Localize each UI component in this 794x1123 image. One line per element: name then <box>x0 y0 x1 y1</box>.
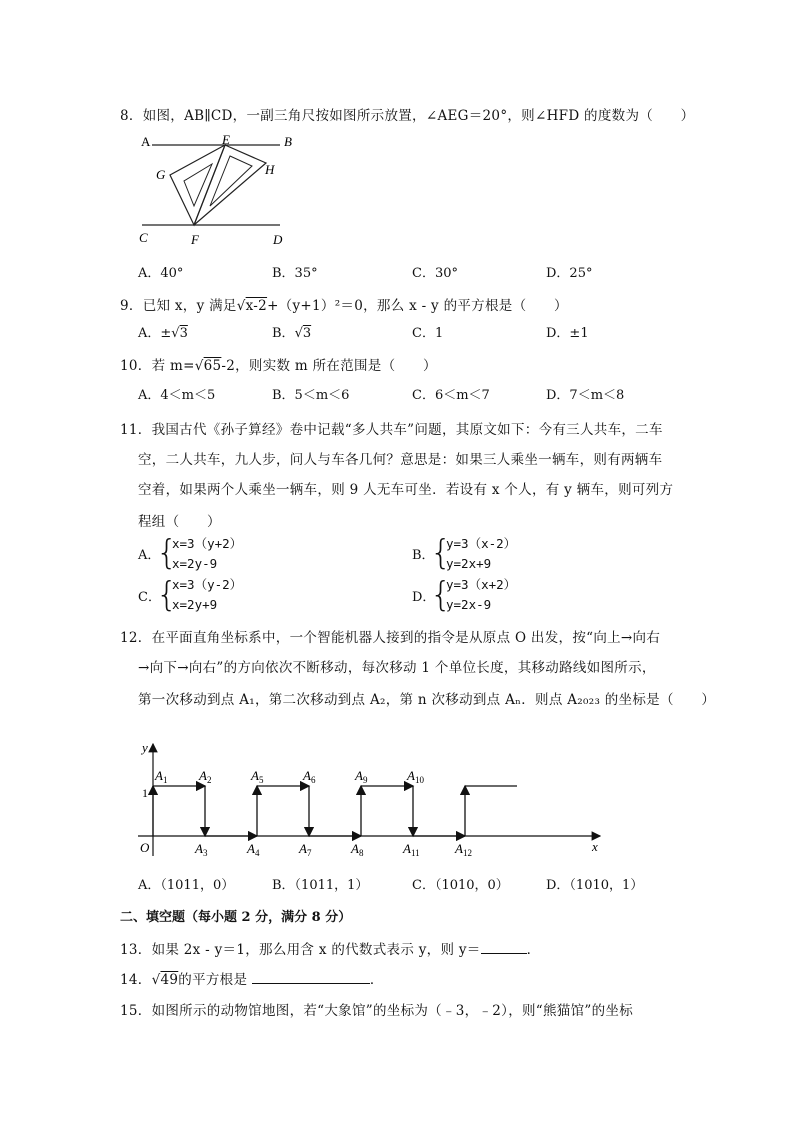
point-label-sub: 12 <box>462 848 472 858</box>
q8-option-a: A．40° <box>138 266 184 281</box>
label-c: C <box>139 230 148 245</box>
origin-label: O <box>140 840 150 855</box>
q11-option-a-label: A． <box>138 548 161 563</box>
point-label-a9: $A_9$ <box>355 768 368 785</box>
q9-opt-b-rad: 3 <box>302 326 312 341</box>
point-label-a1: $A_1$ <box>155 768 168 785</box>
q9-stem <box>120 294 568 314</box>
q15: 15．如图所示的动物馆地图，若“大象馆”的坐标为（﹣3，﹣2），则“熊猫馆”的坐标 <box>120 1003 634 1019</box>
q8-option-d: D．25° <box>546 266 593 281</box>
point-label-a8: $A_8$ <box>351 841 364 858</box>
q10-option-d: D．7＜m＜8 <box>546 388 625 403</box>
q11-option-d-label: D． <box>412 590 436 605</box>
sqrt-icon: √ <box>194 358 204 374</box>
q12-option-d: D．（1010，1） <box>546 878 644 893</box>
point-labels <box>154 768 472 858</box>
q11-c-eq2: x=2y+9 <box>172 597 218 612</box>
point-label-sub: 7 <box>306 848 312 858</box>
label-f: F <box>191 232 199 247</box>
point-label-a7: $A_7$ <box>299 841 312 858</box>
q10-stem-pre: 10．若 m= <box>120 358 195 374</box>
q9-option-b <box>272 322 311 341</box>
q14 <box>120 968 384 988</box>
point-label-a6: $A_6$ <box>303 768 316 785</box>
q8-option-b: B．35° <box>272 266 318 281</box>
q8-stem: 8．如图，AB∥CD，一副三角尺按如图所示放置，∠AEG＝20°，则∠HFD 的度数为（ ） <box>120 108 695 124</box>
q9-opt-b-pre: B． <box>272 326 295 341</box>
point-label-a11: $A_{11}$ <box>403 841 420 858</box>
sqrt-icon: √ <box>294 326 303 341</box>
q12-option-c: C．（1010，0） <box>412 878 509 893</box>
q14-radicand: 49 <box>160 972 179 988</box>
q11-option-b-system <box>446 534 516 574</box>
q11-line-4: 程组（ ） <box>138 514 221 530</box>
q12-option-b: B．（1011，1） <box>272 878 369 893</box>
q10-stem-post: -2，则实数 m 所在范围是（ ） <box>221 358 437 374</box>
point-label-sub: 10 <box>414 775 424 785</box>
q9-stem-pre: 9．已知 x，y 满足 <box>120 298 237 314</box>
label-h: H <box>265 162 275 177</box>
q11-d-eq2: y=2x-9 <box>446 597 492 612</box>
q14-num: 14． <box>120 972 152 988</box>
q11-line-3: 空着，如果两个人乘坐一辆车，则 9 人无车可坐．若设有 x 个人，有 y 辆车，则可列方 <box>138 482 674 498</box>
point-label-sub: 3 <box>202 848 208 858</box>
q8-option-c: C．30° <box>412 266 458 281</box>
q10-option-a: A．4＜m＜5 <box>138 388 216 403</box>
q11-option-c-label: C． <box>138 590 161 605</box>
q13 <box>120 938 540 958</box>
answer-blank[interactable] <box>252 970 370 984</box>
point-label-sub: 6 <box>310 775 316 785</box>
q11-option-d-system <box>446 575 516 615</box>
point-label-sub: 4 <box>254 848 260 858</box>
sqrt-icon: √ <box>171 326 180 341</box>
answer-blank[interactable] <box>481 940 527 954</box>
robot-path <box>153 786 517 836</box>
q11-b-eq1: y=3（x-2） <box>446 536 517 551</box>
triangle-egf-inner <box>184 164 212 206</box>
q12-path-graph <box>130 738 610 862</box>
q12-line-1: 12．在平面直角坐标系中，一个智能机器人接到的指令是从原点 O 出发，按“向上→向右 <box>120 630 661 646</box>
q11-a-eq1: x=3（y+2） <box>172 536 243 551</box>
q13-post: ． <box>526 942 541 958</box>
label-g: G <box>156 167 166 182</box>
q11-line-1: 11．我国古代《孙子算经》卷中记载“多人共车”问题，其原文如下：今有三人共车，二车 <box>120 422 663 438</box>
q10-radicand: 65 <box>203 358 222 374</box>
q10-option-c: C．6＜m＜7 <box>412 388 490 403</box>
q11-a-eq2: x=2y-9 <box>172 556 218 571</box>
y-axis-label: y <box>142 740 148 755</box>
point-label-sub: 8 <box>358 848 364 858</box>
unit-label: 1 <box>142 786 148 800</box>
q13-pre: 13．如果 2x - y＝1，那么用含 x 的代数式表示 y，则 y＝ <box>120 942 481 958</box>
q11-line-2: 空，二人共车，九人步，问人与车各几何？意思是：如果三人乘坐一辆车，则有两辆车 <box>138 452 663 468</box>
brace-icon: { <box>156 575 178 615</box>
triangle-egf <box>170 145 225 225</box>
label-e: E <box>222 132 230 147</box>
sqrt-icon: √ <box>151 972 161 988</box>
q14-pre: 的平方根是 <box>178 972 252 988</box>
q9-radicand: x-2 <box>245 298 268 314</box>
q9-option-a <box>138 322 188 341</box>
q9-stem-post: +（y+1）²＝0，那么 x - y 的平方根是（ ） <box>267 298 568 314</box>
point-label-a10: $A_{10}$ <box>407 768 424 785</box>
q8-figure <box>130 128 300 250</box>
q12-option-a: A．（1011，0） <box>138 878 235 893</box>
point-label-sub: 2 <box>206 775 212 785</box>
q11-option-a-system <box>172 534 242 574</box>
brace-icon: { <box>430 575 452 615</box>
q9-opt-a-rad: 3 <box>179 326 188 341</box>
q11-option-b-label: B． <box>412 548 435 563</box>
q11-c-eq1: x=3（y-2） <box>172 577 243 592</box>
q14-post: ． <box>369 972 384 988</box>
q9-option-c: C．1 <box>412 326 444 341</box>
point-label-a3: $A_3$ <box>195 841 208 858</box>
q9-option-d: D．±1 <box>546 326 589 341</box>
x-axis-label: x <box>592 839 598 854</box>
q12-line-2: →向下→向右”的方向依次不断移动，每次移动 1 个单位长度，其移动路线如图所示， <box>138 660 656 676</box>
point-label-a2: $A_2$ <box>199 768 212 785</box>
point-label-a4: $A_4$ <box>247 841 260 858</box>
point-label-a5: $A_5$ <box>251 768 264 785</box>
sqrt-icon: √ <box>236 298 246 314</box>
q11-b-eq2: y=2x+9 <box>446 556 492 571</box>
section-title: 二、填空题（每小题 2 分，满分 8 分） <box>120 910 352 925</box>
label-b: B <box>284 134 292 149</box>
point-label-sub: 9 <box>362 775 368 785</box>
point-label-a12: $A_{12}$ <box>455 841 472 858</box>
q12-line-3: 第一次移动到点 A₁，第二次移动到点 A₂，第 n 次移动到点 Aₙ．则点 A₂₀₂₃ 的坐标是（ ） <box>138 692 716 708</box>
point-label-sub: 5 <box>258 775 264 785</box>
brace-icon: { <box>156 533 178 573</box>
brace-icon: { <box>430 533 452 573</box>
q10-stem <box>120 354 437 374</box>
point-label-sub: 1 <box>162 775 168 785</box>
label-a: A <box>141 134 151 149</box>
q9-opt-a-pre: A．± <box>138 326 172 341</box>
point-label-sub: 11 <box>410 848 420 858</box>
q11-d-eq1: y=3（x+2） <box>446 577 517 592</box>
q11-option-c-system <box>172 575 242 615</box>
q10-option-b: B．5＜m＜6 <box>272 388 350 403</box>
label-d: D <box>273 232 283 247</box>
